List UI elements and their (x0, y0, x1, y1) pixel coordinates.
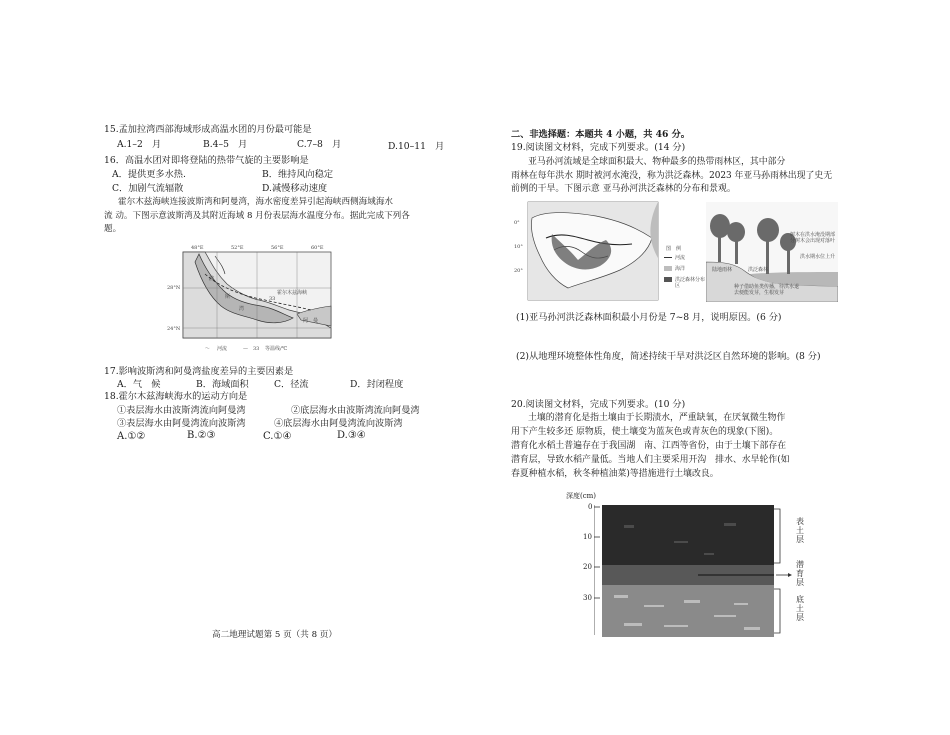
amazon-legend-river: 河流 (675, 255, 686, 261)
amazon-legend-title: 图 例 (666, 246, 682, 252)
amazon-legend-ocean: 海洋 (675, 266, 686, 272)
map-legend-river-symbol: 〜 (205, 346, 211, 352)
q20-para-5: 春夏种植水稻，秋冬种植油菜)等措施进行土壤改良。 (511, 469, 719, 479)
amazon-legend (662, 246, 706, 298)
map-legend-iso: 等温线/℃ (265, 346, 288, 352)
q19-sub-1: (1)亚马孙河洪泛森林面积最小月份是 7~8 月，说明原因。(6 分) (516, 312, 782, 323)
amazon-map-svg (512, 198, 662, 306)
q20-para-4: 潜育层，导致水稻产量低。当地人们主要采用开沟 排水、水旱轮作(如 (511, 455, 790, 465)
q16-stem: 16．高温水团对即将登陆的热带气旋的主要影响是 (104, 155, 309, 166)
map-label-hormuz: 霍尔木兹海峡 (277, 290, 308, 296)
q15-stem: 15.孟加拉湾西部海域形成高温水团的月份最可能是 (104, 124, 312, 135)
q20-para-2: 用下产生较多还 原物质，使土壤变为蓝灰色或青灰色的现象(下图)。 (511, 427, 779, 437)
depth-tick-20: 20 (583, 563, 592, 571)
persian-gulf-map-svg (165, 244, 343, 356)
q16-option-a: A．提供更多水热. (112, 169, 186, 180)
map-label-man: 曼 (313, 318, 319, 324)
amazon-lat-10: 10° (514, 244, 523, 250)
map-legend-river: 河流 (217, 346, 228, 352)
lat-label-24: 24°N (167, 326, 181, 332)
lon-label-52: 52°E (231, 245, 244, 251)
q20-para-1: 土壤的潜育化是指土壤由于长期渍水，严重缺氧，在厌氧微生物作 (528, 413, 786, 423)
q18-item-1: ①表层海水由波斯湾流向阿曼湾 (117, 405, 246, 416)
layer-brace-svg (772, 505, 792, 637)
q15-option-d: D.10–11 月 (388, 141, 445, 152)
amazon-lat-0: 0° (514, 220, 520, 226)
scene-label-land-forest: 陆地雨林 (712, 267, 733, 273)
legend-flood-forest-swatch (664, 277, 672, 282)
persian-gulf-map (165, 244, 343, 356)
q15-option-a: A.1–2 月 (117, 139, 162, 150)
q17-option-b: B．海域面积 (196, 379, 249, 390)
amazon-figure (512, 198, 838, 306)
amazon-lat-20: 20° (514, 268, 523, 274)
q19-para-2: 雨林在每年洪水 期时被河水淹没，称为洪泛森林。2023 年亚马孙雨林出现了史无 (511, 171, 833, 181)
q18-item-3: ③表层海水由阿曼湾流向波斯湾 (117, 418, 246, 429)
layer-gleyed: 潜育层 (796, 560, 804, 587)
q19-para-3: 前例的干旱。下图示意 亚马孙河洪泛森林的分布和景观。 (511, 184, 736, 194)
q16-option-b: B．维持风向稳定 (262, 169, 334, 180)
intro-line-3: 题。 (104, 224, 122, 234)
page-footer: 高二地理试题第 5 页（共 8 页） (212, 630, 337, 640)
intro-line-2: 流 动。下图示意波斯湾及其附近海域 8 月份表层海水温度分布。据此完成下列各 (104, 211, 410, 221)
q16-option-c: C．加剧气流辐散 (112, 183, 184, 194)
map-iso-value: 33 (269, 296, 276, 302)
layer-topsoil: 表土层 (796, 517, 804, 544)
q17-option-a: A．气 候 (117, 379, 161, 390)
q18-item-4: ④底层海水由阿曼湾流向波斯湾 (274, 418, 403, 429)
lon-label-48: 48°E (191, 245, 204, 251)
q19-sub-2: (2)从地理环境整体性角度，简述持续干旱对洪泛区自然环境的影响。(8 分) (516, 351, 821, 362)
q19-heading: 19.阅读图文材料，完成下列要求。(14 分) (511, 142, 686, 153)
depth-tick-30: 30 (583, 594, 592, 602)
q16-option-d: D.减慢移动速度 (262, 183, 328, 194)
legend-ocean-swatch (664, 266, 672, 271)
map-legend-iso-symbol: — (243, 346, 248, 352)
lat-label-28: 28°N (167, 285, 181, 291)
q19-para-1: 亚马孙河流域是全球面积最大、物种最多的热带雨林区，其中部分 (528, 157, 786, 167)
depth-title: 深度(cm) (566, 492, 597, 500)
map-label-si: 斯 (225, 294, 231, 300)
q15-option-b: B.4–5 月 (203, 139, 248, 150)
q17-stem: 17.影响波斯湾和阿曼湾盐度差异的主要因素是 (104, 366, 294, 377)
q17-option-d: D．封闭程度 (350, 379, 404, 390)
lon-label-60: 60°E (311, 245, 324, 251)
section-heading: 二、非选择题：本题共 4 小题，共 46 分。 (511, 129, 690, 140)
intro-line-1: 霍尔木兹海峡连接波斯湾和阿曼湾，海水密度差异引起海峡西侧海域海水 (118, 197, 394, 207)
q17-option-c: C．径流 (274, 379, 309, 390)
q18-option-d: D.③④ (337, 430, 366, 441)
q18-option-a: A.①② (117, 431, 146, 442)
q15-option-c: C.7–8 月 (297, 139, 342, 150)
scene-label-seeds: 种子借助鱼类传播，待洪水退去便能发芽，生根发芽 (734, 284, 800, 296)
soil-photo-svg (594, 505, 776, 637)
lon-label-56: 56°E (271, 245, 284, 251)
layer-subsoil: 底土层 (796, 595, 804, 622)
q18-item-2: ②底层海水由波斯湾流向阿曼湾 (291, 405, 420, 416)
depth-tick-0: 0 (588, 503, 593, 511)
depth-tick-10: 10 (583, 533, 592, 541)
map-legend-iso-value: 33 (253, 346, 260, 352)
scene-label-leaves: 树木在洪水淹没期部分树木会出现对落叶 (790, 232, 836, 244)
scene-label-flood-forest: 洪泛森林 (748, 267, 769, 273)
q18-option-b: B.②③ (187, 430, 216, 441)
q20-heading: 20.阅读图文材料，完成下列要求。(10 分) (511, 399, 686, 410)
map-label-bo: 波 (209, 276, 215, 282)
q18-option-c: C.①④ (263, 431, 292, 442)
map-label-a: 阿 (303, 318, 309, 324)
map-label-wan: 湾 (239, 306, 245, 312)
scene-label-water-rise: 洪水期水位上升 (800, 254, 836, 260)
soil-profile-figure (560, 491, 812, 639)
q20-para-3: 潜育化水稻土普遍存在于我国湖 南、江西等省份，由于土壤下部存在 (511, 441, 787, 451)
legend-river-swatch (664, 257, 672, 261)
amazon-legend-flood-forest: 洪泛森林分布区 (675, 277, 706, 289)
q18-stem: 18.霍尔木兹海峡海水的运动方向是 (104, 391, 248, 402)
